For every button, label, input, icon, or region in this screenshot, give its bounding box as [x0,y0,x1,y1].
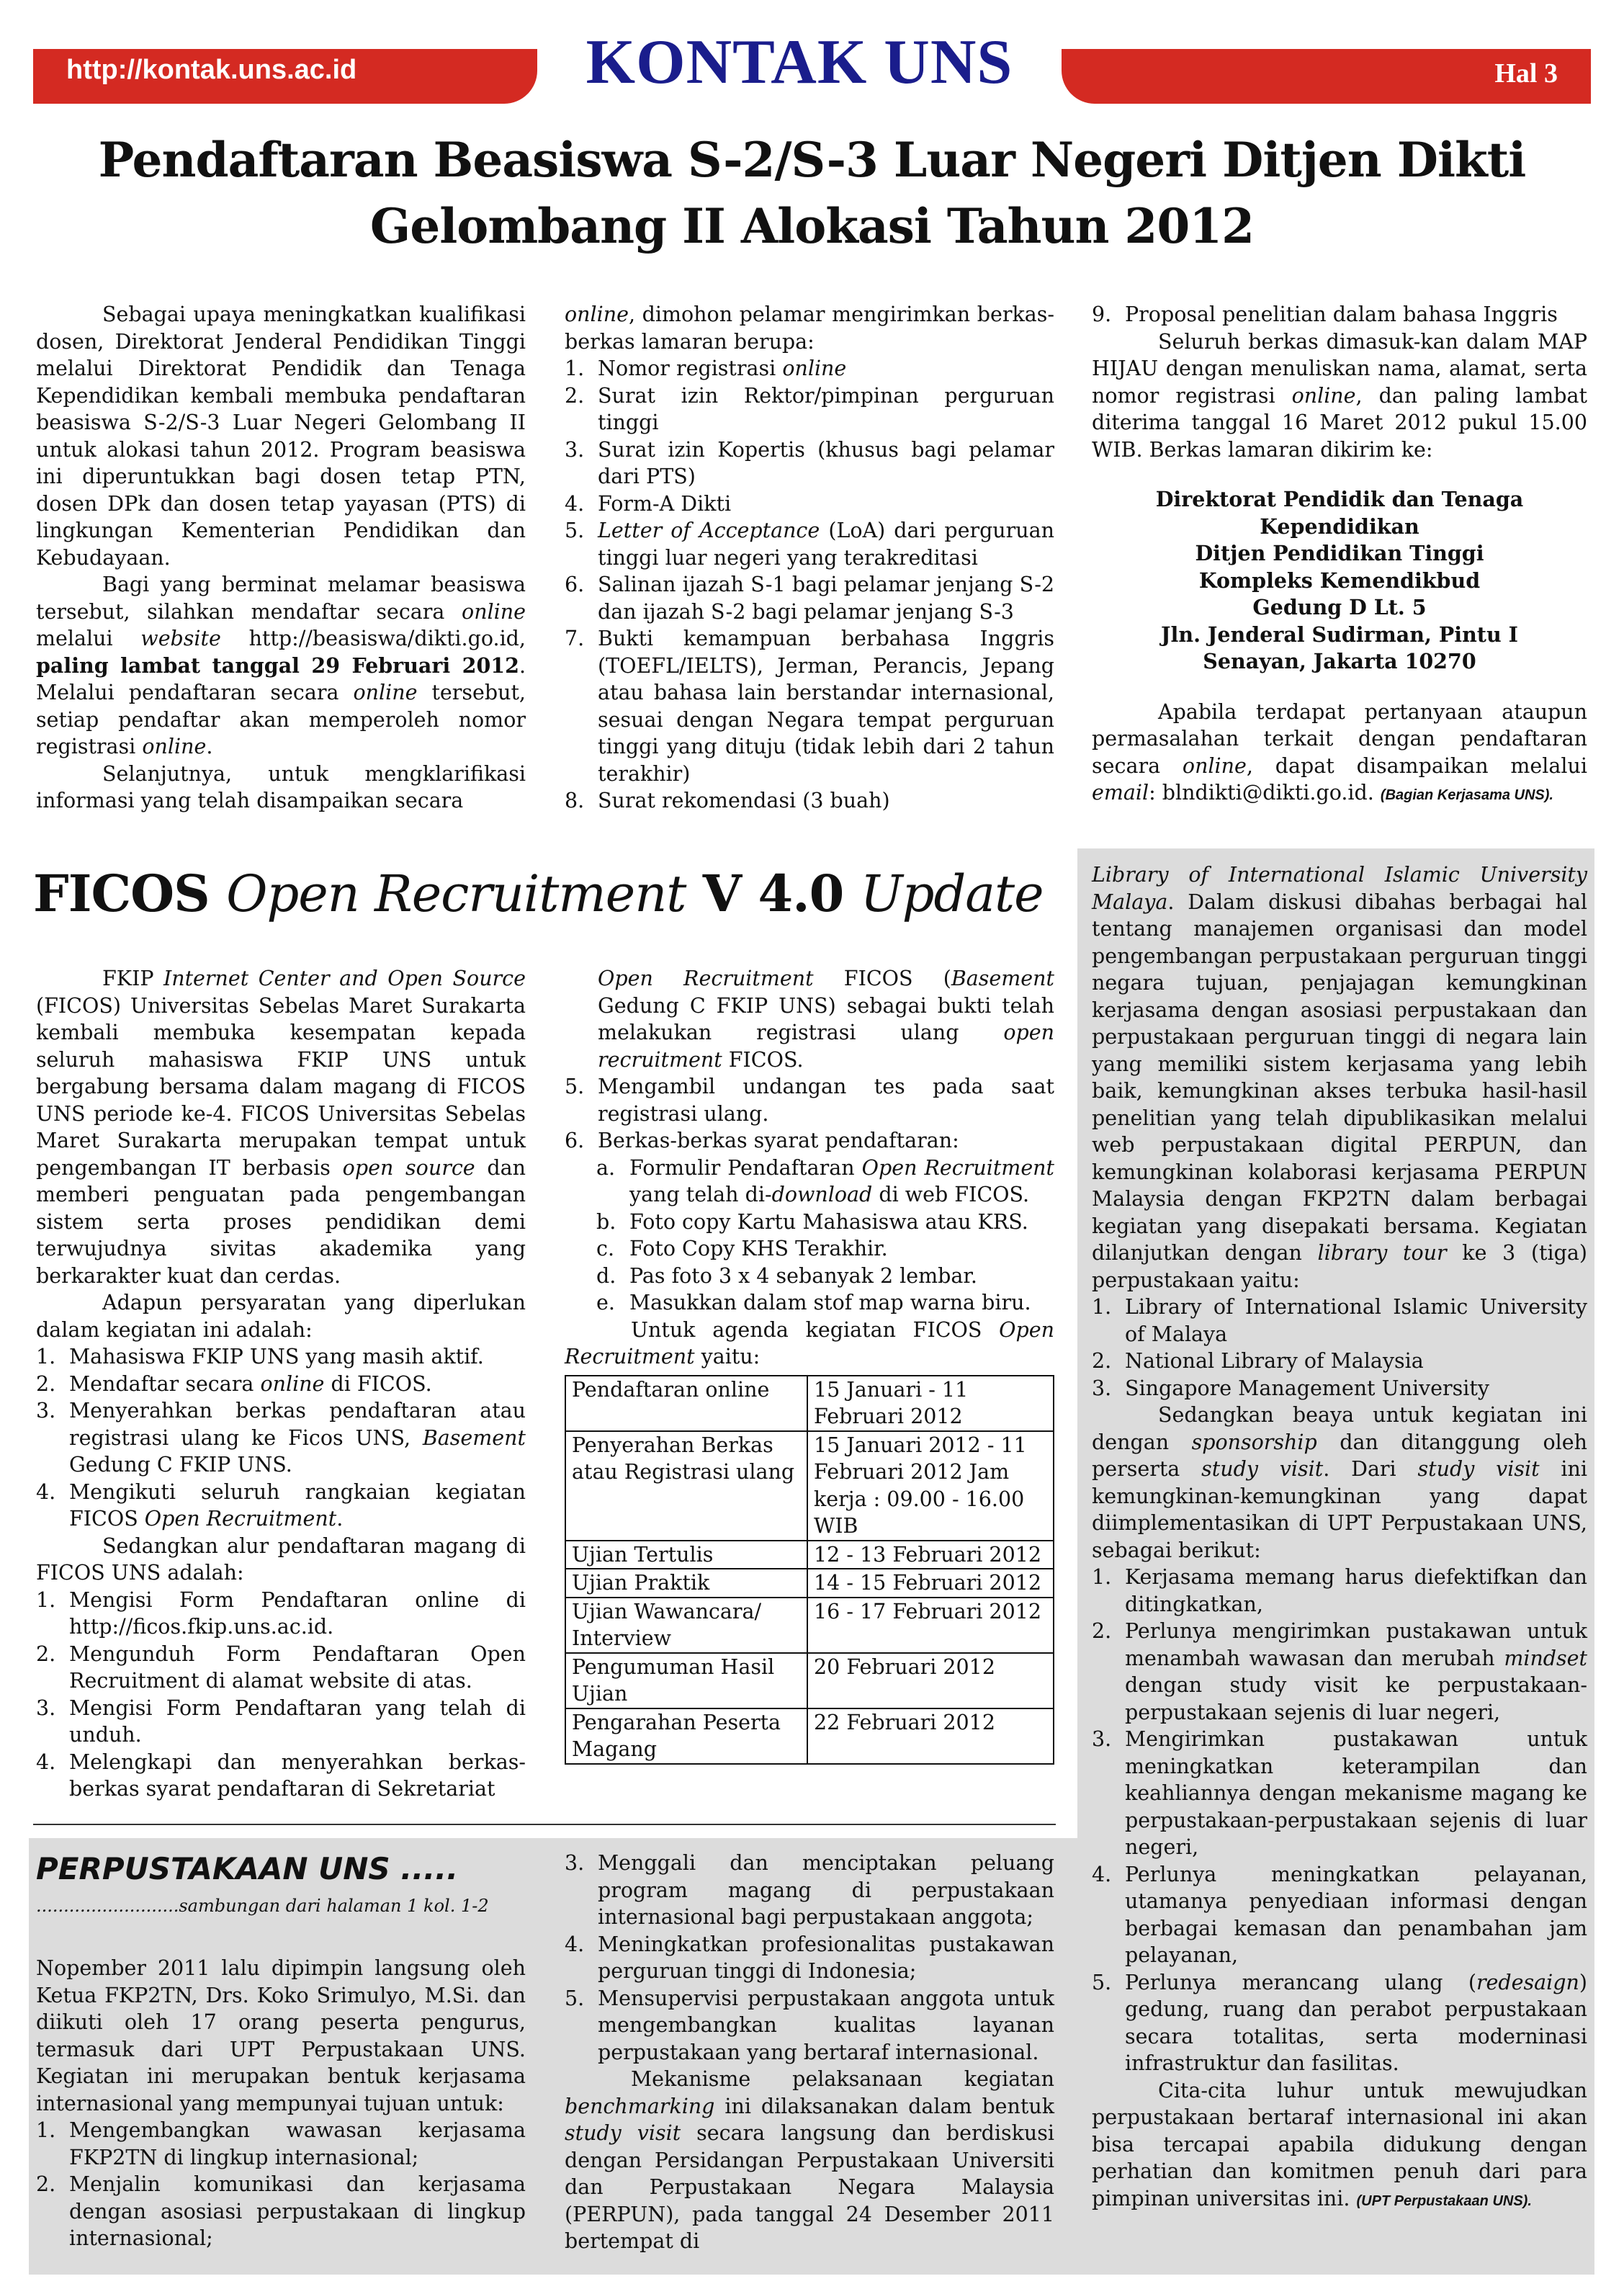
list-item: 1. Mengembangkan wawasan kerjasama FKP2TN di lingkup internasional; [36,2118,526,2169]
table-row: Ujian Praktik 14 - 15 Februari 2012 [565,1569,1054,1598]
beasiswa-column-1 [36,301,526,815]
paragraph: Mekanisme pelaksanaan kegiatan benchmarking ini dilaksanakan dalam bentuk study visit secara langsung dan berdiskusi dengan Persidangan Perpustakaan Universiti dan Perpustakaan Negara Malaysia (PERPUN), pada tanggal 24 Desember 2011 bertempat di [565,2067,1055,2253]
paragraph: online, dimohon pelamar mengirimkan berkas-berkas lamaran berupa: [565,303,1054,354]
paragraph: Open Recruitment FICOS (Basement Gedung C FKIP UNS) sebagai bukti telah melakukan registrasi ulang open recruitment FICOS. [598,967,1054,1072]
goals-list [36,2117,526,2252]
paragraph: Sedangkan beaya untuk kegiatan ini dengan sponsorship dan ditanggung oleh perserta study visit. Dari study visit ini kemungkinan-kemungkinan yang dapat diimplementasikan di UPT Perpustakaan UNS, sebagai berikut: [1092,1403,1588,1562]
paragraph: Selanjutnya, untuk mengklarifikasi informasi yang telah disampaikan secara [36,761,526,812]
paragraph: Cita-cita luhur untuk mewujudkan perpustakaan bertaraf internasional ini akan bisa tercapai apabila didukung dengan perhatian dan komitmen penuh dari para pimpinan universitas ini. (UPT Perpustakaan UNS). [1092,2078,1587,2210]
perpustakaan-column-2 [565,1850,1054,2255]
document-list [565,355,1054,815]
table-row: Pengumuman Hasil Ujian 20 Februari 2012 [565,1653,1054,1708]
list-item: 5. Mensupervisi perpustakaan anggota untuk mengembangkan kualitas layanan perpustakaan yang bertaraf internasional. [565,1986,1054,2064]
list-item: 3. Mengirimkan pustakawan untuk meningkatkan keterampilan dan keahliannya dengan mekanisme magang ke perpustakaan-perpustakaan sejenis di luar negeri, [1092,1727,1587,1859]
paragraph: Untuk agenda kegiatan FICOS Open Recruitment yaitu: [565,1317,1054,1369]
paragraph: Seluruh berkas dimasuk-kan dalam MAP HIJAU dengan menuliskan nama, alamat, serta nomor registrasi online, dan paling lambat diterima tanggal 16 Maret 2012 pukul 15.00 WIB. Berkas lamaran dikirim ke: [1092,329,1587,462]
list-item: 2. National Library of Malaysia [1092,1349,1424,1373]
paragraph: FKIP Internet Center and Open Source (FICOS) Universitas Sebelas Maret Surakarta kembali membuka kesempatan kepada seluruh mahasiswa FKIP UNS untuk bergabung bersama dalam magang di FICOS UNS periode ke-4. FICOS Universitas Sebelas Maret Surakarta merupakan tempat untuk pengembangan IT berbasis open source dan memberi penguatan pada pengembangan sistem serta proses pendidikan demi terwujudnya sivitas akademika yang berkarakter kuat dan cerdas. [36,967,526,1288]
list-item: 5. Perlunya merancang ulang (redesaign) gedung, ruang dan perabot perpustakaan secara totalitas, serta moderninasi infrastruktur dan fasilitas. [1092,1970,1587,2075]
list-item: 2. Menjalin komunikasi dan kerjasama dengan asosiasi perpustakaan di lingkup internasional; [36,2172,526,2250]
list-item: 3. Mengisi Form Pendaftaran yang telah di unduh. [36,1696,526,1747]
list-item: 2. Mendaftar secara online di FICOS. [36,1371,432,1396]
table-row: Ujian Wawancara/ Interview 16 - 17 Februari 2012 [565,1598,1054,1653]
ficos-column-1 [36,965,526,1803]
list-item: 4. Form-A Dikti [565,491,732,516]
flow-list-cont [565,1073,1054,1155]
list-item: 3. Surat izin Kopertis (khusus bagi pelamar dari PTS) [565,437,1054,488]
list-item: 1. Mahasiswa FKIP UNS yang masih aktif. [36,1345,484,1369]
paragraph: Sedangkan alur pendaftaran magang di FICOS UNS adalah: [36,1533,526,1585]
list-item: 1. Kerjasama memang harus diefektifkan dan ditingkatkan, [1092,1565,1587,1616]
beasiswa-column-2 [565,301,1054,815]
table-row: Penyerahan Berkas atau Registrasi ulang 15 Januari 2012 - 11 Februari 2012 Jam kerja : 09.00 - 16.00 WIB [565,1431,1054,1541]
list-item: 1. Mengisi Form Pendaftaran online di http://ficos.fkip.uns.ac.id. [36,1587,526,1639]
list-item: 9. Proposal penelitian dalam bahasa Inggris [1092,303,1558,326]
continuation-note: ..........................sambungan dari halaman 1 kol. 1-2 [36,1896,489,1916]
list-item: a. Formulir Pendaftaran Open Recruitment yang telah di-download di web FICOS. [596,1155,1054,1206]
list-item: 6. Salinan ijazah S-1 bagi pelamar jenjang S-2 dan ijazah S-2 bagi pelamar jenjang S-3 [565,573,1054,624]
title-line-2: Gelombang II Alokasi Tahun 2012 [369,198,1255,254]
title-line-1: Pendaftaran Beasiswa S-2/S-3 Luar Negeri Ditjen Dikti [98,132,1526,188]
header-url[interactable]: http://kontak.uns.ac.id [66,55,357,85]
ficos-column-2 [565,965,1054,1765]
list-item: 8. Surat rekomendasi (3 buah) [565,789,890,812]
paragraph: Library of International Islamic University Malaya. Dalam diskusi dibahas berbagai hal tentang manajemen organisasi dan model pengembangan perpustakaan perguruan tinggi negara tujuan, penjajagan kemungkinan kerjasama dengan asosiasi perpustakaan dan perpustakaan perguruan tinggi di negara lain yang memiliki sistem kerjasama yang lebih baik, kemungkinan akses terbuka hasil-hasil penelitian yang telah dipublikasikan melalui web perpustakaan digital PERPUN, dan kemungkinan kolaborasi kerjasama PERPUN Malaysia dengan FKP2TN dalam berbagai kegiatan yang disepakati bersama. Kegiatan dilanjutkan dengan library tour ke 3 (tiga) perpustakaan yaitu: [1092,863,1587,1292]
list-item: 5. Mengambil undangan tes pada saat registrasi ulang. [565,1075,1054,1126]
flow-list [36,1587,526,1803]
requirements-list [36,1343,526,1533]
paragraph: Sebagai upaya meningkatkan kualifikasi dosen, Direktorat Jenderal Pendidikan Tinggi melalui Direktorat Pendidik dan Tenaga Kependidikan kembali membuka pendaftaran beasiswa S-2/S-3 Luar Negeri Gelombang II untuk alokasi tahun 2012. Program beasiswa ini diperuntukkan bagi dosen tetap PTN, dosen DPk dan dosen tetap yayasan (PTS) di lingkungan Kementerian Pendidikan dan Kebudayaan. [36,303,526,570]
list-item: 4. Perlunya meningkatkan pelayanan, utamanya penyediaan informasi dengan berbagai kemasan dan penambahan jam pelayanan, [1092,1862,1587,1967]
table-row: Ujian Tertulis 12 - 13 Februari 2012 [565,1541,1054,1569]
perpustakaan-column-1 [36,1955,526,2252]
article-title-beasiswa [29,127,1595,259]
paragraph: Bagi yang berminat melamar beasiswa tersebut, silahkan mendaftar secara online melalui website http://beasiswa/dikti.go.id, paling lambat tanggal 29 Februari 2012. Melalui pendaftaran secara online tersebut, setiap pendaftar akan memperoleh nomor registrasi online. [36,573,526,758]
table-row: Pengarahan Peserta Magang 22 Februari 2012 [565,1708,1054,1764]
credit: (Bagian Kerjasama UNS). [1380,787,1553,803]
list-item: 6. Berkas-berkas syarat pendaftaran: [565,1129,959,1152]
beasiswa-column-3 [1092,301,1587,810]
list-item: 7. Bukti kemampuan berbahasa Inggris (TOEFL/IELTS), Jerman, Perancis, Jepang atau bahasa lain berstandar internasional, sesuai dengan Negara tempat perguruan tinggi yang dituju (tidak lebih dari 2 tahun terakhir) [565,627,1054,786]
page-number: Hal 3 [1494,58,1558,89]
list-item: d. Pas foto 3 x 4 sebanyak 2 lembar. [596,1263,977,1288]
mailing-address: Direktorat Pendidik dan Tenaga Kependidikan Ditjen Pendidikan Tinggi Kompleks Kemendikbud Gedung D Lt. 5 Jln. Jenderal Sudirman, Pintu I Senayan, Jakarta 10270 [1155,487,1524,673]
list-item: 1. Library of International Islamic University of Malaya [1092,1295,1587,1346]
list-item: b. Foto copy Kartu Mahasiswa atau KRS. [596,1209,1028,1234]
masthead-title: KONTAK UNS [586,27,1013,97]
document-list-cont [1092,301,1587,328]
list-item: 3. Menggali dan menciptakan peluang program magang di perpustakaan internasional bagi perpustakaan anggota; [565,1851,1054,1929]
library-tour-list [1092,1294,1587,1402]
perpustakaan-column-3 [1092,861,1587,2215]
article-title-perpustakaan: PERPUSTAKAAN UNS ..... [36,1851,459,1886]
goals-list-cont [565,1850,1054,2066]
requirements-sublist [565,1155,1054,1317]
section-divider [33,1824,1056,1825]
list-item: e. Masukkan dalam stof map warna biru. [596,1291,1031,1314]
list-item: c. Foto Copy KHS Terakhir. [596,1237,888,1260]
paragraph: Nopember 2011 lalu dipimpin langsung oleh Ketua FKP2TN, Drs. Koko Srimulyo, M.Si. dan diikuti oleh 17 orang peserta pengurus, termasuk dari UPT Perpustakaan UNS. Kegiatan ini merupakan bentuk kerjasama internasional yang mempunyai tujuan untuk: [36,1956,526,2115]
table-row: Pendaftaran online 15 Januari - 11 Februari 2012 [565,1376,1054,1431]
list-item: 2. Perlunya mengirimkan pustakawan untuk menambah wawasan dan merubah mindset dengan study visit ke perpustakaan-perpustakaan sejenis di luar negeri, [1092,1619,1587,1724]
list-item: 4. Melengkapi dan menyerahkan berkas-berkas syarat pendaftaran di Sekretariat [36,1750,526,1801]
paragraph: Adapun persyaratan yang diperlukan dalam kegiatan ini adalah: [36,1291,526,1342]
list-item: 1. Nomor registrasi online [565,357,847,380]
schedule-table [565,1375,1054,1765]
article-title-ficos: FICOS Open Recruitment V 4.0 Update [33,864,1044,923]
list-item: 2. Surat izin Rektor/pimpinan perguruan tinggi [565,383,1054,434]
paragraph: Apabila terdapat pertanyaan ataupun permasalahan terkait dengan pendaftaran secara online, dapat disampaikan melalui email: blndikti@dikti.go.id. (Bagian Kerjasama UNS). [1092,699,1587,805]
implementation-list [1092,1564,1587,2077]
list-item: 4. Mengikuti seluruh rangkaian kegiatan FICOS Open Recruitment. [36,1479,526,1531]
credit: (UPT Perpustakaan UNS). [1356,2192,1532,2209]
list-item: 3. Menyerahkan berkas pendaftaran atau registrasi ulang ke Ficos UNS, Basement Gedung C FKIP UNS. [36,1399,526,1477]
list-item: 4. Meningkatkan profesionalitas pustakawan perguruan tinggi di Indonesia; [565,1932,1054,1983]
list-item: 3. Singapore Management University [1092,1376,1489,1400]
list-item: 2. Mengunduh Form Pendaftaran Open Recruitment di alamat website di atas. [36,1641,526,1693]
list-item: 5. Letter of Acceptance (LoA) dari perguruan tinggi luar negeri yang terakreditasi [565,519,1054,570]
